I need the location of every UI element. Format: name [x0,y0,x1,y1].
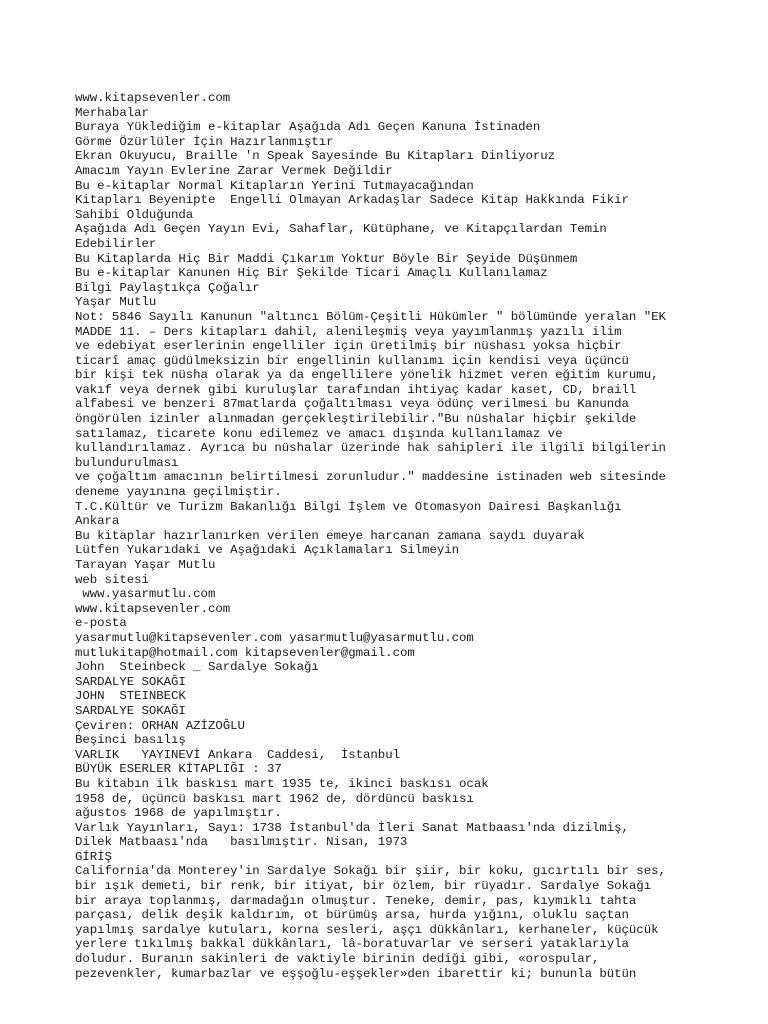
text-line: ve edebiyat eserlerinin engelliler için üretilmiş bir nüshası yoksa hiçbir [75,339,622,354]
text-line: ve çoğaltım amacının belirtilmesi zorunludur." maddesine istinaden web sitesinde [75,470,666,485]
text-line: vakıf veya dernek gibi kuruluşlar tarafından ihtiyaç kadar kaset, CD, braill [75,382,637,397]
text-line: web sitesi [75,572,149,587]
text-line: kullandırılamaz. Ayrıca bu nüshalar üzerinde hak sahipleri ile ilgili bilgilerin [75,441,666,456]
text-line: Tarayan Yaşar Mutlu [75,558,216,572]
text-line: Bu e-kitaplar Normal Kitapların Yerini Tutmayacağından [75,178,474,193]
text-line: Sahibi Olduğunda [75,207,194,222]
text-line: VARLIK YAYINEVİ Ankara Caddesi, İstanbul [75,747,400,762]
text-line: Yaşar Mutlu [75,295,157,310]
text-line: doludur. Buranın sakinleri de vaktiyle birinin dediği gibi, «orospular, [75,952,600,967]
text-line: Bu kitabın ilk baskısı mart 1935 te, ikinci baskısı ocak [75,776,489,791]
text-line: ticarî amaç güdülmeksizin bir engellinin kullanımı için kendisi veya üçüncü [75,353,629,368]
text-line: www.kitapsevenler.com [75,91,231,105]
text-line: Edebilirler [75,236,157,251]
text-line: John Steinbeck _ Sardalye Sokağı [75,660,319,675]
text-line: JOHN STEINBECK [75,689,186,704]
text-line: SARDALYE SOKAĞI [75,674,186,689]
text-line: SARDALYE SOKAĞI [75,703,186,718]
text-line: California'da Monterey'in Sardalye Sokağı bir şiir, bir koku, gıcırtılı bir ses, [75,864,666,879]
text-line: pezevenkler, kumarbazlar ve eşşoğlu-eşşekler»den ibarettir ki; bununla bütün [75,966,637,981]
text-line: satılamaz, ticarete konu edilemez ve amacı dışında kullanılamaz ve [75,426,563,441]
text-line: www.yasarmutlu.com [75,587,216,602]
text-line: Bu Kitaplarda Hiç Bir Maddi Çıkarım Yoktur Böyle Bir Şeyide Düşünmem [75,251,578,266]
text-line: öngörülen izinler alınmadan gerçekleştirilebilir."Bu nüshalar hiçbir şekilde [75,412,637,427]
text-line: Bu e-kitaplar Kanunen Hiç Bir Şekilde Ticari Amaçlı Kullanılamaz [75,266,548,281]
text-line: alfabesi ve benzeri 87matlarda çoğaltılması veya ödünç verilmesi bu Kanunda [75,397,629,412]
text-line: GİRİŞ [75,849,112,864]
text-line: Kitapları Beyenipte Engelli Olmayan Arkadaşlar Sadece Kitap Hakkında Fikir [75,193,629,208]
text-line: 1958 de, üçüncü baskısı mart 1962 de, dördüncü baskısı [75,791,474,806]
text-line: bir ışık demeti, bir renk, bir itiyat, bir özlem, bir rüyadır. Sardalye Sokağı [75,879,652,894]
text-line: Aşağıda Adı Geçen Yayın Evi, Sahaflar, Kütüphane, ve Kitapçılardan Temin [75,222,607,237]
text-line: Bilgi Paylaştıkça Çoğalır [75,280,260,295]
text-line: bir araya toplanmış, darmadağın olmuştur. Teneke, demir, pas, kıymıklı tahta [75,893,637,908]
text-line: Bu kitaplar hazırlanırken verilen emeye harcanan zamana saydı duyarak [75,528,585,543]
text-line: ağustos 1968 de yapılmıştır. [75,806,282,821]
text-line: deneme yayınına geçilmiştir. [75,485,282,500]
text-line: Dilek Matbaası'nda basılmıştır. Nisan, 1973 [75,835,408,850]
text-line: bir kişi tek nüsha olarak ya da engellilere yönelik hizmet veren eğitim kurumu, [75,368,659,383]
text-line: Ankara [75,514,120,529]
text-line: T.C.Kültür ve Turizm Bakanlığı Bilgi İşlem ve Otomasyon Dairesi Başkanlığı [75,499,622,514]
text-line: Buraya Yüklediğim e-kitaplar Aşağıda Adı Geçen Kanuna İstinaden [75,120,541,135]
text-line: Görme Özürlüler İçin Hazırlanmıştır [75,134,334,149]
text-line: www.kitapsevenler.com [75,601,231,616]
text-line: Çeviren: ORHAN AZİZOĞLU [75,718,245,733]
text-line: Varlık Yayınları, Sayı: 1738 İstanbul'da İleri Sanat Matbaası'nda dizilmiş, [75,820,629,835]
text-line: yapılmış sardalye kutuları, korna sesleri, aşçı dükkânları, kerhaneler, küçücük [75,922,659,937]
text-line: yerlere tıkılmış bakkal dükkânları, lâ-boratuvarlar ve serseri yataklarıyla [75,937,629,952]
document-text [75,91,735,981]
text-line: BÜYÜK ESERLER KİTAPLIĞI : 37 [75,762,282,777]
text-line: Lütfen Yukarıdaki ve Aşağıdaki Açıklamaları Silmeyin [75,543,460,558]
text-line: Ekran Okuyucu, Braille 'n Speak Sayesinde Bu Kitapları Dinliyoruz [75,149,556,164]
text-line: MADDE 11. – Ders kitapları dahil, alenileşmiş veya yayımlanmış yazılı ilim [75,324,622,339]
text-line: e-posta [75,616,127,631]
text-line: Merhabalar [75,105,149,120]
text-line: mutlukitap@hotmail.com kitapsevenler@gmail.com [75,645,415,660]
text-line: Not: 5846 Sayılı Kanunun "altıncı Bölüm-Çeşitli Hükümler " bölümünde yeralan "EK [75,309,666,324]
text-line: yasarmutlu@kitapsevenler.com yasarmutlu@yasarmutlu.com [75,630,474,645]
text-line: Amacım Yayın Evlerine Zarar Vermek Değildir [75,163,393,178]
text-line: parçası, delik deşik kaldırım, ot bürümüş arsa, hurda yığını, oluklu saçtan [75,908,629,923]
text-line: Beşinci basılış [75,733,186,748]
text-line: bulundurulması [75,455,179,470]
